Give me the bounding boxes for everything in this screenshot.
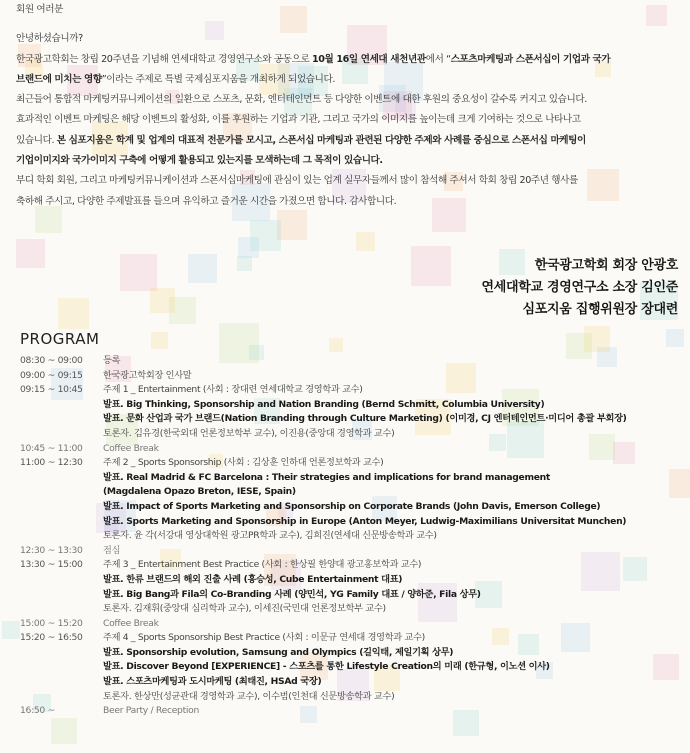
schedule-time <box>20 398 103 413</box>
letter-paragraph-3: 효과적인 이벤트 마케팅은 해당 이벤트의 활성화, 이를 후원하는 기업과 기관, 그리고 국가의 이미지를 높이는데 크게 기여하는 것으로 나타나고 <box>16 114 581 126</box>
schedule-row <box>20 675 680 690</box>
schedule-time: 15:20 ~ 16:50 <box>20 632 83 644</box>
background-tile <box>150 288 175 313</box>
schedule-time <box>20 515 103 530</box>
schedule-item: 주제 2 _ Sports Sponsorship (사회 : 김상훈 인하대 언론정보학과 교수) <box>103 457 384 469</box>
schedule-time <box>20 660 103 675</box>
schedule-time: 12:30 ~ 13:30 <box>20 544 83 556</box>
background-tile <box>584 326 610 352</box>
schedule-row <box>20 369 680 384</box>
schedule-item: 발표. Real Madrid & FC Barcelona : Their strategies and implications for brand management <box>103 471 550 483</box>
signature-line-2: 연세대학교 경영연구소 소장 김인준 <box>481 280 678 295</box>
schedule-row <box>20 544 680 559</box>
program-schedule <box>20 354 680 719</box>
schedule-time: 15:00 ~ 15:20 <box>20 617 83 629</box>
schedule-item: 주제 4 _ Sports Sponsorship Best Practice (사회 : 이문규 연세대 경영학과 교수) <box>103 632 425 644</box>
background-tile <box>237 256 252 271</box>
schedule-time <box>20 675 103 690</box>
schedule-item: 한국광고학회장 인사말 <box>103 369 192 381</box>
schedule-time <box>20 588 103 603</box>
schedule-row <box>20 383 680 398</box>
background-tile <box>151 332 168 349</box>
schedule-row <box>20 529 680 544</box>
schedule-time: 08:30 ~ 09:00 <box>20 355 83 366</box>
background-tile <box>238 237 259 258</box>
background-tile <box>277 210 307 240</box>
background-tile <box>120 254 157 291</box>
schedule-row <box>20 602 680 617</box>
schedule-item: 토론자. 한상만(성균관대 경영학과 교수), 이수범(인천대 신문방송학과 교수) <box>103 690 395 702</box>
schedule-time <box>20 573 103 588</box>
schedule-item: (Magdalena Opazo Breton, IESE, Spain) <box>103 486 296 498</box>
schedule-row <box>20 442 680 457</box>
letter-paragraph-1: 한국광고학회는 창립 20주년을 기념해 연세대학교 경영연구소와 공동으로 10월 16일 연세대 새천년관에서 “스포츠마케팅과 스폰서십이 기업과 국가 <box>16 53 611 65</box>
schedule-time <box>20 412 103 427</box>
schedule-row <box>20 500 680 515</box>
salutation: 회원 여러분 <box>16 4 63 15</box>
schedule-item: 발표. Sports Marketing and Sponsorship in Europe (Anton Meyer, Ludwig-Maximilians Universitat Munchen) <box>103 515 627 527</box>
schedule-row <box>20 485 680 500</box>
schedule-item: 등록 <box>103 355 121 366</box>
schedule-row <box>20 427 680 442</box>
schedule-item: 발표. Discover Beyond [EXPERIENCE] - 스포츠를 통한 Lifestyle Creation의 미래 (한규형, 이노션 이사) <box>103 661 550 673</box>
schedule-item: 점심 <box>103 544 121 556</box>
schedule-time <box>20 485 103 500</box>
background-tile <box>356 232 375 251</box>
schedule-time: 11:00 ~ 12:30 <box>20 457 83 469</box>
signature-block <box>481 255 678 321</box>
schedule-time <box>20 471 103 486</box>
schedule-item: 토론자. 김재휘(중앙대 심리학과 교수), 이세진(국민대 언론정보학부 교수) <box>103 603 386 615</box>
schedule-row <box>20 558 680 573</box>
schedule-item: 발표. 문화 산업과 국가 브랜드(Nation Branding through Culture Marketing) (이미경, CJ 엔터테인먼트·미디어 총괄 부회장) <box>103 413 627 425</box>
letter-paragraph-2: 최근들어 통합적 마케팅커뮤니케이션의 일환으로 스포츠, 문화, 엔터테인먼트 등 다양한 이벤트에 대한 후원의 중요성이 갈수록 커지고 있습니다. <box>16 94 587 106</box>
schedule-time: 09:15 ~ 10:45 <box>20 384 83 396</box>
schedule-time: 16:50 ~ <box>20 705 55 717</box>
schedule-row <box>20 631 680 646</box>
letter-paragraph-6: 부디 학회 회원, 그리고 마케팅커뮤니케이션과 스폰서십마케팅에 관심이 있는 업계 실무자들께서 많이 참석해 주셔서 학회 창립 20주년 행사를 <box>16 175 578 187</box>
signature-line-1: 한국광고학회 회장 안광호 <box>534 258 678 273</box>
schedule-item: 토론자. 윤 각(서강대 영상대학원 광고PR학과 교수), 김희진(연세대 신문방송학과 교수) <box>103 530 437 542</box>
schedule-item: 발표. Big Thinking, Sponsorship and Nation Branding (Bernd Schmitt, Columbia University) <box>103 398 545 410</box>
schedule-item: 발표. 한류 브랜드의 해외 진출 사례 (홍승성, Cube Entertainment 대표) <box>103 573 403 585</box>
schedule-row <box>20 398 680 413</box>
schedule-item: 발표. Sponsorship evolution, Samsung and Olympics (길익태, 제일기획 상무) <box>103 646 454 658</box>
schedule-item: 발표. Big Bang과 Fila의 Co-Branding 사례 (양민석, YG Family 대표 / 양하준, Fila 상무) <box>103 588 481 600</box>
schedule-item: 발표. 스포츠마케팅과 도시마케팅 (최태진, HSAd 국장) <box>103 676 322 688</box>
letter-paragraph-7: 축하해 주시고, 다양한 주제발표를 들으며 유익하고 즐거운 시간을 가졌으면 합니다. 감사합니다. <box>16 195 397 207</box>
background-tile <box>58 298 89 329</box>
background-tile <box>16 239 45 268</box>
schedule-row <box>20 617 680 632</box>
schedule-time <box>20 427 103 442</box>
letter-paragraph-5: 기업이미지와 국가이미지 구축에 어떻게 활용되고 있는지를 모색하는데 그 목적이 있습니다. <box>16 155 383 167</box>
schedule-time <box>20 646 103 661</box>
invitation-letter <box>16 0 681 212</box>
program-title: PROGRAM <box>20 330 100 348</box>
schedule-item: Coffee Break <box>103 442 159 454</box>
background-tile <box>169 297 196 324</box>
letter-body <box>16 0 681 212</box>
schedule-row <box>20 704 680 719</box>
background-tile <box>188 254 217 283</box>
schedule-time: 10:45 ~ 11:00 <box>20 442 83 454</box>
background-tile <box>51 718 77 744</box>
greeting: 안녕하셨습니까? <box>16 33 83 45</box>
background-tile <box>411 246 451 286</box>
schedule-row <box>20 412 680 427</box>
schedule-time: 09:00 ~ 09:15 <box>20 369 83 381</box>
schedule-time <box>20 529 103 544</box>
schedule-row <box>20 646 680 661</box>
schedule-time <box>20 500 103 515</box>
schedule-time <box>20 690 103 705</box>
schedule-row <box>20 690 680 705</box>
background-tile <box>329 338 343 352</box>
schedule-item: Coffee Break <box>103 617 159 629</box>
schedule-row <box>20 588 680 603</box>
schedule-item: Beer Party / Reception <box>103 705 199 717</box>
schedule-item: 주제 1 _ Entertainment (사회 : 장대련 연세대학교 경영학과 교수) <box>103 384 363 396</box>
letter-paragraph-1-cont: 브랜드에 미치는 영향”이라는 주제로 특별 국제심포지움을 개최하게 되었습니다. <box>16 73 335 85</box>
schedule-time: 13:30 ~ 15:00 <box>20 559 83 571</box>
schedule-time <box>20 602 103 617</box>
background-tile <box>666 329 684 347</box>
background-tile <box>250 220 281 251</box>
schedule-item: 토론자. 김유경(한국외대 언론정보학부 교수), 이진용(중앙대 경영학과 교수) <box>103 427 395 439</box>
schedule-row <box>20 456 680 471</box>
signature-line-3: 심포지움 집행위원장 장대련 <box>522 302 678 317</box>
schedule-row <box>20 515 680 530</box>
letter-paragraph-4: 있습니다. 본 심포지움은 학계 및 업계의 대표적 전문가를 모시고, 스폰서십 마케팅과 관련된 다양한 주제와 사례를 중심으로 스폰서십 마케팅이 <box>16 134 586 146</box>
schedule-item: 발표. Impact of Sports Marketing and Sponsorship on Corporate Brands (John Davis, Emerson College) <box>103 500 601 512</box>
schedule-row <box>20 660 680 675</box>
schedule-row <box>20 471 680 486</box>
background-tile <box>2 621 20 639</box>
schedule-row <box>20 573 680 588</box>
schedule-row <box>20 354 680 369</box>
schedule-item: 주제 3 _ Entertainment Best Practice (사회 : 한상필 한양대 광고홍보학과 교수) <box>103 559 422 571</box>
